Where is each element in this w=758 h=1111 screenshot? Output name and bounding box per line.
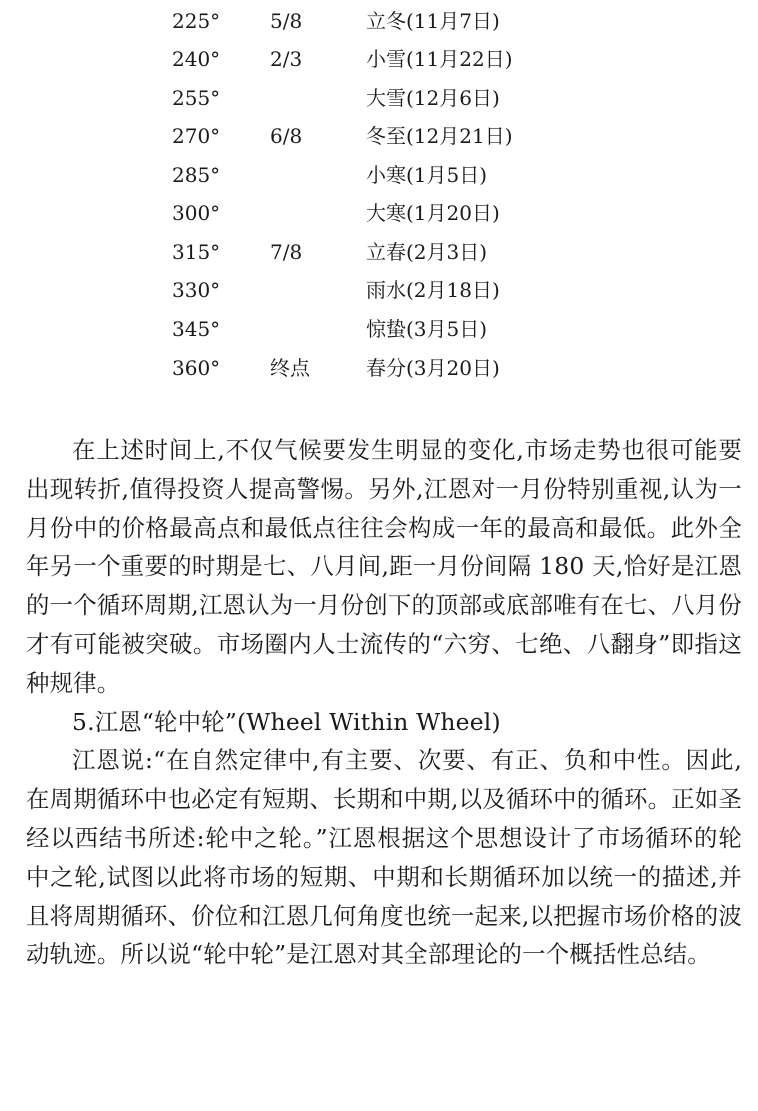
table-row bbox=[0, 40, 758, 78]
table-row bbox=[0, 194, 758, 232]
fraction-cell: 7/8 bbox=[270, 240, 303, 264]
degree-cell: 285° bbox=[172, 163, 221, 187]
table-row bbox=[0, 79, 758, 117]
table-row bbox=[0, 233, 758, 271]
solar-term-cell: 雨水(2月18日) bbox=[366, 278, 500, 302]
solar-term-cell: 春分(3月20日) bbox=[366, 356, 500, 380]
fraction-cell: 5/8 bbox=[270, 9, 303, 33]
table-row bbox=[0, 271, 758, 309]
degree-cell: 360° bbox=[172, 356, 221, 380]
degree-cell: 240° bbox=[172, 47, 221, 71]
table-row bbox=[0, 2, 758, 40]
solar-term-cell: 惊蛰(3月5日) bbox=[366, 317, 488, 341]
table-row bbox=[0, 310, 758, 348]
section-heading: 5.江恩“轮中轮”(Wheel Within Wheel) bbox=[72, 707, 501, 736]
body-text bbox=[26, 431, 742, 974]
solar-term-cell: 大寒(1月20日) bbox=[366, 201, 500, 225]
degree-cell: 225° bbox=[172, 9, 221, 33]
fraction-cell: 2/3 bbox=[270, 47, 303, 71]
degree-cell: 300° bbox=[172, 201, 221, 225]
solar-term-cell: 小寒(1月5日) bbox=[366, 163, 488, 187]
paragraph: 江恩说:“在自然定律中,有主要、次要、有正、负和中性。因此,在周期循环中也必定有短期、长期和中期,以及循环中的循环。正如圣经以西结书所述:轮中之轮。”江恩根据这个思想设计了市场循环的轮中之轮,试图以此将市场的短期、中期和长期循环加以统一的描述,并且将周期循环、价位和江恩几何角度也统一起来,以把握市场价格的波动轨迹。所以说“轮中轮”是江恩对其全部理论的一个概括性总结。 bbox=[26, 746, 742, 969]
fraction-cell: 终点 bbox=[270, 356, 310, 380]
solar-term-cell: 立冬(11月7日) bbox=[366, 9, 500, 33]
fraction-cell: 6/8 bbox=[270, 124, 303, 148]
solar-term-cell: 大雪(12月6日) bbox=[366, 86, 500, 110]
degree-cell: 270° bbox=[172, 124, 221, 148]
degree-cell: 345° bbox=[172, 317, 221, 341]
degree-cell: 255° bbox=[172, 86, 221, 110]
table-row bbox=[0, 156, 758, 194]
solar-term-cell: 小雪(11月22日) bbox=[366, 47, 513, 71]
solar-term-cell: 冬至(12月21日) bbox=[366, 124, 513, 148]
degree-cell: 315° bbox=[172, 240, 221, 264]
table-row bbox=[0, 349, 758, 387]
solar-term-cell: 立春(2月3日) bbox=[366, 240, 488, 264]
paragraph: 在上述时间上,不仅气候要发生明显的变化,市场走势也很可能要出现转折,值得投资人提高警惕。另外,江恩对一月份特别重视,认为一月份中的价格最高点和最低点往往会构成一年的最高和最低。此外全年另一个重要的时期是七、八月间,距一月份间隔 180 天,恰好是江恩的一个循环周期,江恩认为一月份创下的顶部或底部唯有在七、八月份才有可能被突破。市场圈内人士流传的“六穷、七绝、八翻身”即指这种规律。 bbox=[26, 436, 742, 697]
degree-cell: 330° bbox=[172, 278, 221, 302]
table-row bbox=[0, 117, 758, 155]
